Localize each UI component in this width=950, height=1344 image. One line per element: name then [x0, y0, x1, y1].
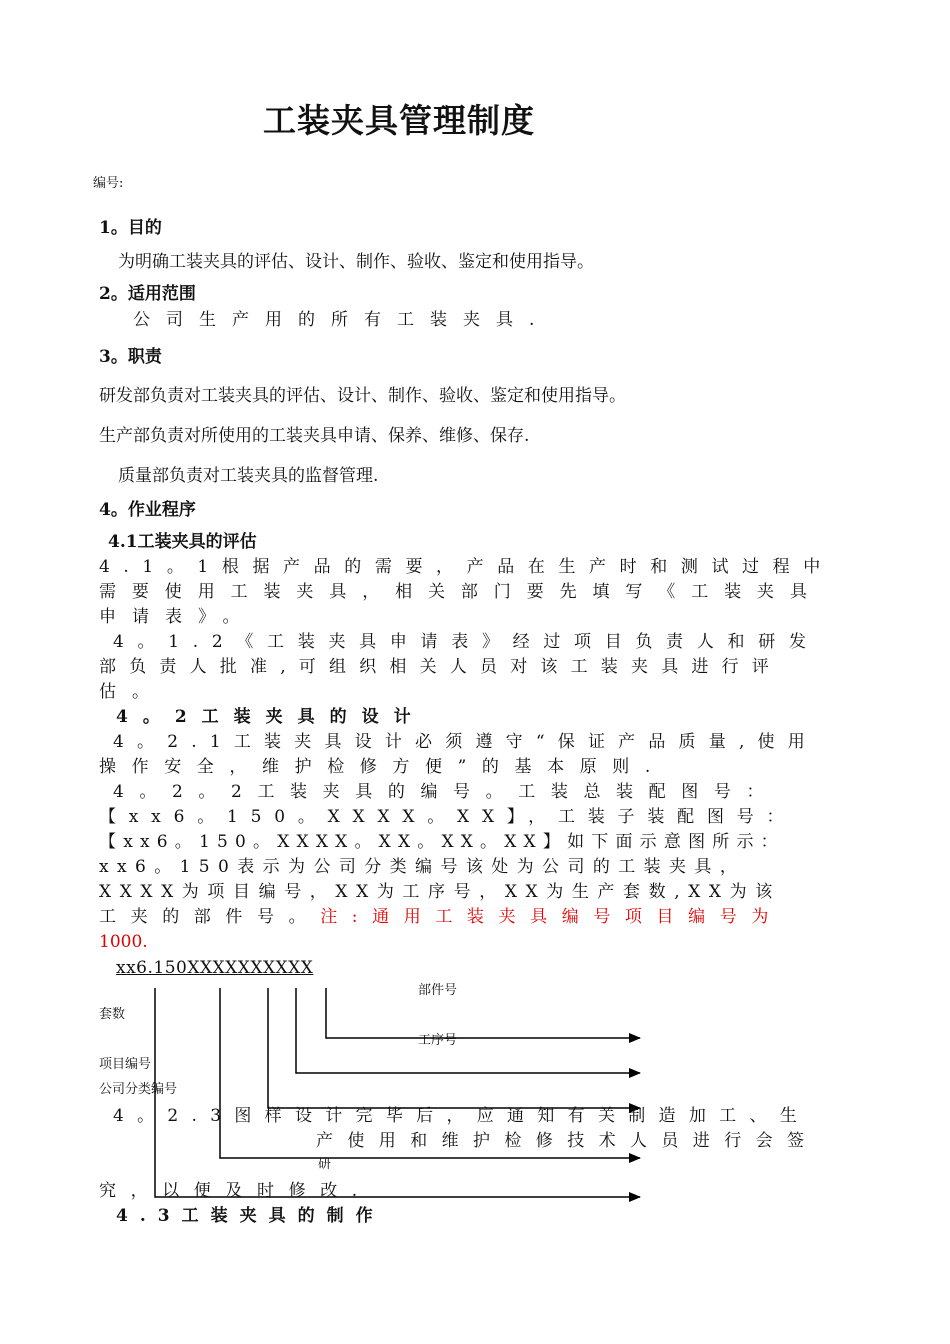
diagram-label-company: 公司分类编号	[99, 1082, 178, 1097]
diagram-label-quantity: 套数	[99, 1007, 126, 1022]
para-4-1-2-line-3: 估。	[99, 682, 165, 702]
section-3-heading: 3。职责	[99, 347, 162, 367]
page-title: 工装夹具管理制度	[263, 101, 535, 140]
para-4-2-3-line-2: 产使用和维护检修技术人员进行会签	[316, 1131, 819, 1151]
section-4-1-heading: 4.1工装夹具的评估	[108, 532, 257, 552]
diagram-code: xx6.150XXXXXXXXXX	[116, 958, 314, 978]
para-4-2-2-line-3: 【xx6。150。XXXX。XX。XX。XX】如下面示意图所示：	[99, 832, 785, 852]
section-1-heading: 1。目的	[99, 218, 162, 238]
para-4-2-2-line-4: xx6。150表示为公司分类编号该处为公司的工装夹具，	[99, 857, 746, 877]
line-6-black-text: 工夹的部件号。	[99, 907, 321, 927]
para-4-1-1-line-3: 申请表》。	[99, 607, 256, 627]
section-4-3-heading: 4.3工装夹具的制作	[116, 1206, 385, 1226]
diagram-label-part: 部件号	[418, 983, 458, 998]
section-2-text: 公司生产用的所有工装夹具.	[133, 310, 551, 330]
para-4-2-2-line-2: 【xx6。150。XXXX。XX】，工装子装配图号：	[99, 807, 797, 827]
para-4-1-2-line-1: 4。1.2《工装夹具申请表》经过项目负责人和研发	[113, 632, 820, 652]
section-2-heading: 2。适用范围	[99, 284, 196, 304]
arrow-quantity	[268, 988, 640, 1108]
numbering-note-red: 注:通用工装夹具编号项目编号为	[320, 907, 783, 927]
para-4-2-2-line-5: XXXX为项目编号，XX为工序号，XX为生产套数,XX为该	[99, 882, 781, 902]
arrow-part-number	[326, 988, 640, 1038]
section-4-heading: 4。作业程序	[99, 500, 196, 520]
section-1-text: 为明确工装夹具的评估、设计、制作、验收、鉴定和使用指导。	[118, 252, 594, 272]
para-4-2-3-line-1: 4。2.3图样设计完毕后，应通知有关制造加工、生	[113, 1106, 811, 1126]
diagram-label-process: 工序号	[418, 1033, 458, 1048]
para-4-2-2-line-1: 4。2。2工装夹具的编号。工装总装配图号：	[113, 782, 780, 802]
diagram-label-project: 项目编号	[99, 1057, 152, 1072]
para-4-2-3-fragment: 研	[318, 1157, 332, 1172]
section-3-line-2: 生产部负责对所使用的工装夹具申请、保养、维修、保存.	[99, 426, 530, 446]
arrow-process-number	[296, 988, 640, 1073]
numbering-note-red-2: 1000.	[99, 932, 148, 952]
section-3-line-3: 质量部负责对工装夹具的监督管理.	[118, 466, 379, 486]
para-text: 4.1。1根据产品的需要，产品在生产时和测试过程中	[99, 557, 834, 577]
para-4-2-3-line-3: 究，以便及时修改.	[99, 1181, 372, 1201]
section-4-2-heading: 4。2工装夹具的设计	[116, 707, 426, 727]
arrow-company-class	[155, 988, 640, 1197]
para-4-1-1-line-2: 需要使用工装夹具，相关部门要先填写《工装夹具	[99, 582, 823, 602]
doc-number-label: 编号:	[93, 176, 124, 191]
section-3-line-1: 研发部负责对工装夹具的评估、设计、制作、验收、鉴定和使用指导。	[99, 386, 626, 406]
para-4-2-1-line-2: 操作安全，维护检修方便”的基本原则.	[99, 757, 666, 777]
para-4-1-2-line-2: 部负责人批准,可组织相关人员对该工装夹具进行评	[99, 657, 783, 677]
para-4-2-1-line-1: 4。2.1工装夹具设计必须遵守“保证产品质量,使用	[113, 732, 818, 752]
